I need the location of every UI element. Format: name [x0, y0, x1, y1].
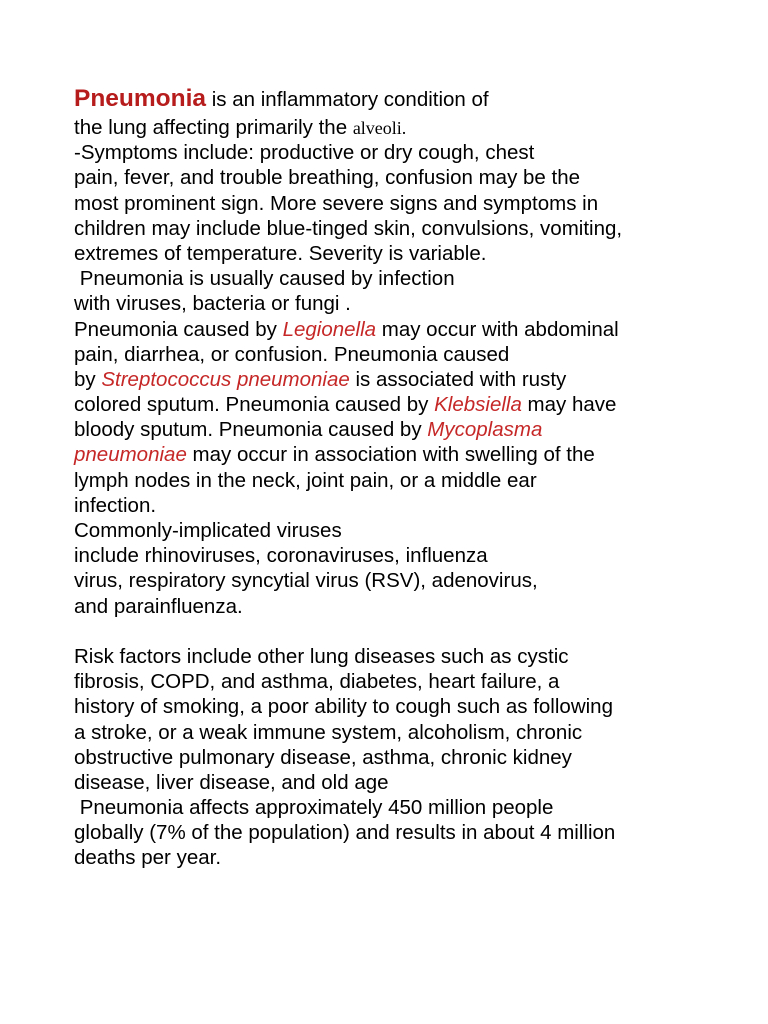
text-run: bloody sputum. Pneumonia caused by — [74, 418, 428, 442]
text-line: Pneumonia is usually caused by infection — [74, 267, 455, 291]
intro-line — [74, 86, 734, 115]
text-line: history of smoking, a poor ability to cough such as following — [74, 695, 613, 719]
text-run: colored sputum. Pneumonia caused by — [74, 393, 435, 417]
text-line — [74, 392, 734, 417]
text-line: include rhinoviruses, coronaviruses, influenza — [74, 544, 488, 568]
organism-streptococcus: Streptococcus pneumoniae — [101, 367, 350, 391]
organism-mycoplasma: Mycoplasma — [427, 418, 543, 442]
text-line: a stroke, or a weak immune system, alcoholism, chronic — [74, 720, 583, 744]
alveoli-term: alveoli. — [352, 118, 407, 138]
text-line: virus, respiratory syncytial virus (RSV), adenovirus, — [74, 569, 538, 593]
symptoms-line: -Symptoms include: productive or dry cough, chest — [74, 141, 535, 165]
text-run: Pneumonia caused by — [74, 317, 283, 341]
text-line: Pneumonia affects approximately 450 million people — [74, 796, 554, 820]
text-line: most prominent sign. More severe signs and symptoms in — [74, 191, 599, 215]
document-body — [74, 86, 734, 871]
text-run: by — [74, 367, 102, 391]
text-run: is associated with rusty — [349, 367, 567, 391]
text-line: and parainfluenza. — [74, 594, 243, 618]
text-run: may occur with abdominal — [376, 317, 619, 341]
text-line: globally (7% of the population) and results in about 4 million — [74, 821, 616, 845]
text-line — [74, 115, 734, 140]
paragraph-gap — [74, 619, 734, 644]
text-line: pain, fever, and trouble breathing, confusion may be the — [74, 166, 581, 190]
text-line: children may include blue-tinged skin, convulsions, vomiting, — [74, 216, 623, 240]
text-line — [74, 367, 734, 392]
text-run: may have — [521, 393, 617, 417]
text-line — [74, 317, 734, 342]
text-run: the lung affecting primarily the — [74, 116, 353, 139]
organism-mycoplasma-cont: pneumoniae — [74, 443, 187, 467]
text-line: pain, diarrhea, or confusion. Pneumonia caused — [74, 342, 510, 366]
organism-legionella: Legionella — [282, 317, 377, 341]
text-line: obstructive pulmonary disease, asthma, chronic kidney — [74, 745, 572, 769]
risk-factors-line: Risk factors include other lung diseases such as cystic — [74, 644, 569, 668]
text-line: infection. — [74, 493, 157, 517]
text-run: may occur in association with swelling of the — [186, 443, 595, 467]
text-line — [74, 442, 734, 467]
text-line: fibrosis, COPD, and asthma, diabetes, heart failure, a — [74, 670, 560, 694]
text-line: deaths per year. — [74, 846, 222, 870]
document-title: Pneumonia — [74, 85, 207, 112]
text-line: with viruses, bacteria or fungi . — [74, 292, 351, 316]
text-run: is an inflammatory condition of — [206, 88, 489, 111]
text-line: extremes of temperature. Severity is variable. — [74, 241, 487, 265]
text-line — [74, 417, 734, 442]
organism-klebsiella: Klebsiella — [434, 393, 522, 417]
text-line: lymph nodes in the neck, joint pain, or a middle ear — [74, 468, 537, 492]
text-line: disease, liver disease, and old age — [74, 770, 389, 794]
text-line: Commonly-implicated viruses — [74, 519, 342, 542]
